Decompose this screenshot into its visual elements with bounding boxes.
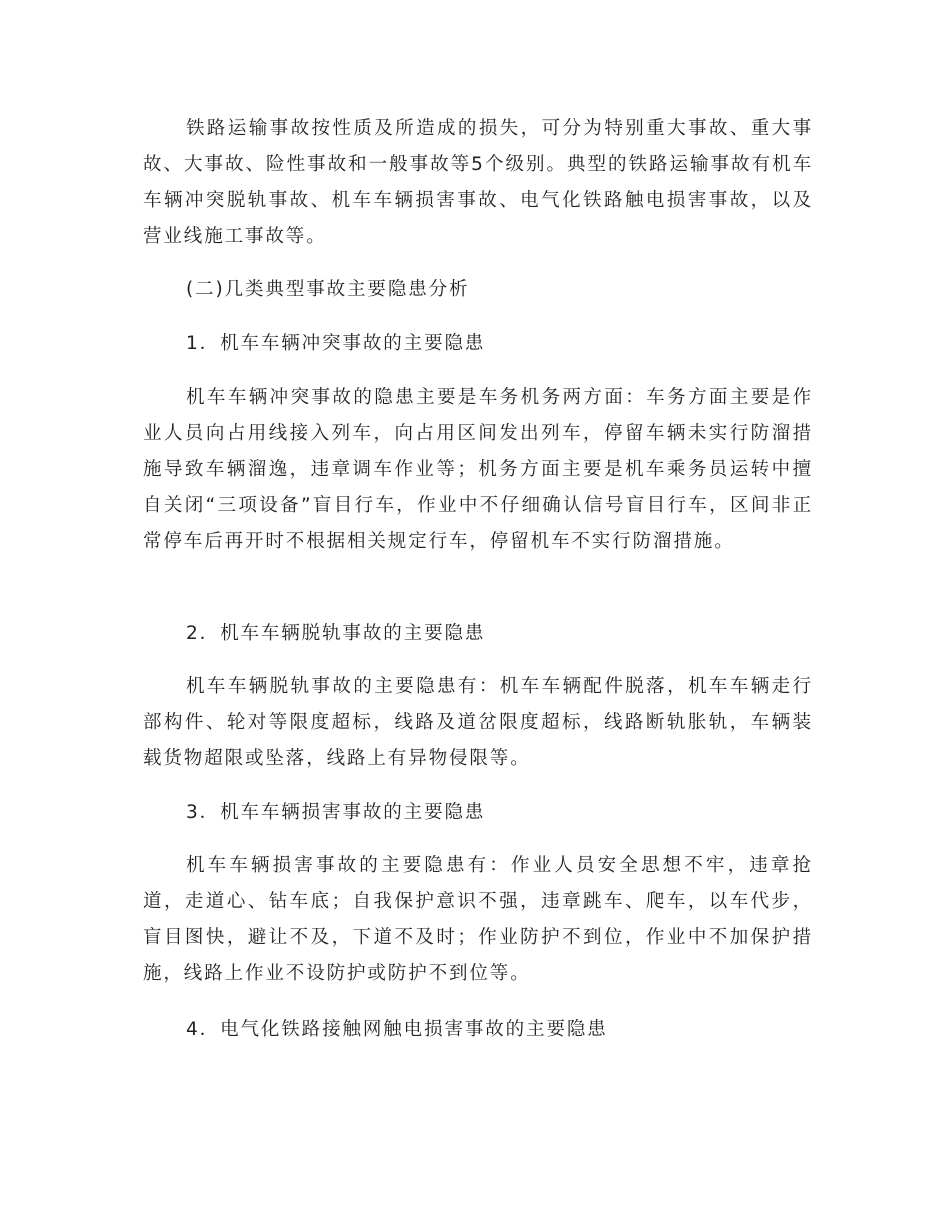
paragraph-derailment: 机车车辆脱轨事故的主要隐患有：机车车辆配件脱落，机车车辆走行部构件、轮对等限度超标，线路及道岔限度超标，线路断轨胀轨，车辆装载货物超限或坠落，线路上有异物侵限等。 bbox=[143, 676, 813, 769]
heading-derailment: 2．机车车辆脱轨事故的主要隐患 bbox=[186, 623, 486, 644]
intro-paragraph: 铁路运输事故按性质及所造成的损失，可分为特别重大事故、重大事故、大事故、险性事故和一般事故等5个级别。典型的铁路运输事故有机车车辆冲突脱轨事故、机车车辆损害事故、电气化铁路触电损害事故，以及营业线施工事故等。 bbox=[143, 118, 813, 247]
heading-injury: 3．机车车辆损害事故的主要隐患 bbox=[186, 802, 486, 823]
section-heading: (二)几类典型事故主要隐患分析 bbox=[186, 279, 470, 300]
paragraph-injury: 机车车辆损害事故的主要隐患有：作业人员安全思想不牢，违章抢道，走道心、钻车底；自我保护意识不强，违章跳车、爬车，以车代步，盲目图快，避让不及，下道不及时；作业防护不到位，作业中不加保护措施，线路上作业不设防护或防护不到位等。 bbox=[143, 855, 813, 984]
heading-electrocution: 4．电气化铁路接触网触电损害事故的主要隐患 bbox=[186, 1019, 608, 1040]
paragraph-collision: 机车车辆冲突事故的隐患主要是车务机务两方面：车务方面主要是作业人员向占用线接入列车，向占用区间发出列车，停留车辆未实行防溜措施导致车辆溜逸，违章调车作业等；机务方面主要是机车乘务员运转中擅自关闭“三项设备”盲目行车，作业中不仔细确认信号盲目行车，区间非正常停车后再开时不根据相关规定行车，停留机车不实行防溜措施。 bbox=[143, 387, 813, 552]
heading-collision: 1．机车车辆冲突事故的主要隐患 bbox=[186, 333, 486, 354]
